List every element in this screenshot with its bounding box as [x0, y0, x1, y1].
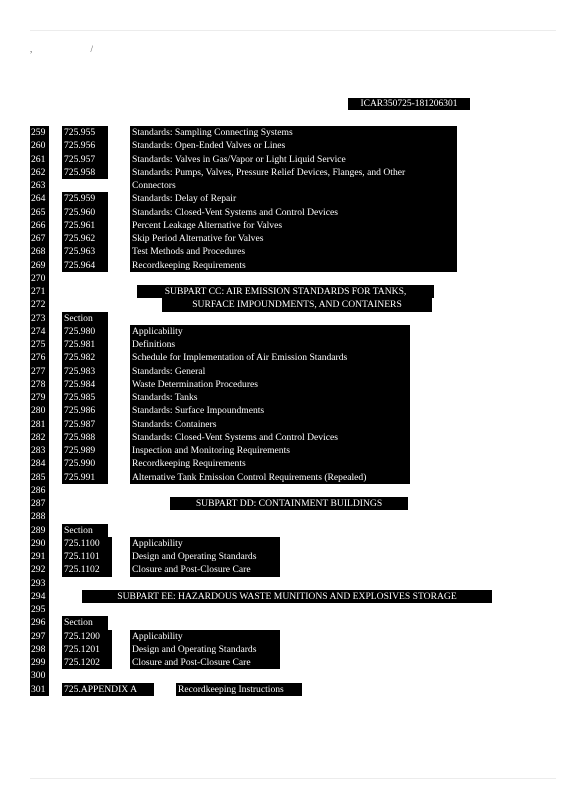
- line-number: 300: [30, 669, 49, 682]
- toc-row: [0, 391, 566, 404]
- section-title: Alternative Tank Emission Control Requirements (Repealed): [130, 471, 410, 484]
- subpart-heading: SUBPART EE: HAZARDOUS WASTE MUNITIONS AND EXPLOSIVES STORAGE: [82, 590, 492, 603]
- line-number: 259: [30, 126, 49, 139]
- toc-row: [0, 153, 566, 166]
- section-title: Test Methods and Procedures: [130, 245, 457, 258]
- section-number: 725.1200: [62, 630, 112, 643]
- section-number: 725.983: [62, 365, 108, 378]
- line-number: 282: [30, 431, 49, 444]
- toc-row: [0, 232, 566, 245]
- toc-row-blank: [0, 484, 566, 497]
- line-number: 270: [30, 272, 49, 285]
- section-number: 725.1201: [62, 643, 112, 656]
- section-title: Skip Period Alternative for Valves: [130, 232, 457, 245]
- toc-row: [0, 139, 566, 152]
- subpart-heading: SUBPART CC: AIR EMISSION STANDARDS FOR TANKS,: [137, 285, 434, 298]
- section-title: Standards: Surface Impoundments: [130, 404, 410, 417]
- section-number: 725.957: [62, 153, 108, 166]
- line-number: 292: [30, 563, 49, 576]
- line-number: 296: [30, 616, 49, 629]
- section-title: Closure and Post-Closure Care: [130, 563, 280, 576]
- toc-row: [0, 325, 566, 338]
- section-title: Recordkeeping Requirements: [130, 457, 410, 470]
- line-number: 281: [30, 418, 49, 431]
- line-number: 279: [30, 391, 49, 404]
- line-number: 294: [30, 590, 49, 603]
- line-number: 278: [30, 378, 49, 391]
- line-number: 267: [30, 232, 49, 245]
- line-number: 272: [30, 298, 49, 311]
- line-number: 261: [30, 153, 49, 166]
- line-number: 269: [30, 259, 49, 272]
- section-title: Standards: Sampling Connecting Systems: [130, 126, 457, 139]
- section-title: Standards: Containers: [130, 418, 410, 431]
- section-title: Waste Determination Procedures: [130, 378, 410, 391]
- table-of-contents: [0, 126, 566, 696]
- line-number: 299: [30, 656, 49, 669]
- section-title: Recordkeeping Requirements: [130, 259, 457, 272]
- section-title: Schedule for Implementation of Air Emission Standards: [130, 351, 410, 364]
- toc-row: [0, 245, 566, 258]
- section-number: 725.990: [62, 457, 108, 470]
- line-number: 298: [30, 643, 49, 656]
- section-number: 725.981: [62, 338, 108, 351]
- section-number: 725.980: [62, 325, 108, 338]
- section-number: 725.961: [62, 219, 108, 232]
- line-number: 273: [30, 312, 49, 325]
- toc-row: [0, 206, 566, 219]
- toc-row-blank: [0, 577, 566, 590]
- toc-row: [0, 643, 566, 656]
- section-title: Standards: Closed-Vent Systems and Control Devices: [130, 206, 457, 219]
- section-title: Standards: General: [130, 365, 410, 378]
- section-title: Design and Operating Standards: [130, 643, 280, 656]
- section-number: 725.989: [62, 444, 108, 457]
- toc-row: [0, 590, 566, 603]
- line-number: 284: [30, 457, 49, 470]
- line-number: 286: [30, 484, 49, 497]
- section-label: Section: [62, 312, 108, 325]
- section-title: Applicability: [130, 537, 280, 550]
- section-title: Percent Leakage Alternative for Valves: [130, 219, 457, 232]
- toc-row: [0, 351, 566, 364]
- toc-row: [0, 312, 566, 325]
- toc-row-blank: [0, 669, 566, 682]
- subpart-heading: SUBPART DD: CONTAINMENT BUILDINGS: [170, 497, 408, 510]
- toc-row: [0, 457, 566, 470]
- section-number: 725.955: [62, 126, 108, 139]
- toc-row: [0, 444, 566, 457]
- section-title: Standards: Closed-Vent Systems and Control Devices: [130, 431, 410, 444]
- line-number: 265: [30, 206, 49, 219]
- section-title: Definitions: [130, 338, 410, 351]
- toc-row: [0, 497, 566, 510]
- section-number: 725.956: [62, 139, 108, 152]
- line-number: 262: [30, 166, 49, 179]
- toc-row-blank: [0, 603, 566, 616]
- toc-row: [0, 378, 566, 391]
- toc-row: [0, 418, 566, 431]
- toc-row: [0, 656, 566, 669]
- line-number: 263: [30, 179, 49, 192]
- toc-row: [0, 219, 566, 232]
- section-number: 725.982: [62, 351, 108, 364]
- section-number: 725.958: [62, 166, 108, 179]
- line-number: 283: [30, 444, 49, 457]
- section-label: Section: [62, 524, 108, 537]
- line-number: 290: [30, 537, 49, 550]
- toc-row: [0, 365, 566, 378]
- toc-row: [0, 298, 566, 311]
- line-number: 266: [30, 219, 49, 232]
- section-number: 725.962: [62, 232, 108, 245]
- line-number: 289: [30, 524, 49, 537]
- line-number: 260: [30, 139, 49, 152]
- page-bottom-rule: [30, 778, 556, 779]
- line-number: 264: [30, 192, 49, 205]
- toc-row: [0, 285, 566, 298]
- line-number: 274: [30, 325, 49, 338]
- section-title: Standards: Tanks: [130, 391, 410, 404]
- section-number: 725.986: [62, 404, 108, 417]
- section-number: 725.984: [62, 378, 108, 391]
- section-title: Standards: Valves in Gas/Vapor or Light Liquid Service: [130, 153, 457, 166]
- line-number: 288: [30, 510, 49, 523]
- line-number: 287: [30, 497, 49, 510]
- section-title: Applicability: [130, 630, 280, 643]
- toc-row-blank: [0, 272, 566, 285]
- section-number: 725.987: [62, 418, 108, 431]
- line-number: 268: [30, 245, 49, 258]
- section-number: 725.1102: [62, 563, 112, 576]
- line-number: 277: [30, 365, 49, 378]
- page-marks: , /: [30, 44, 122, 54]
- section-title: Standards: Open-Ended Valves or Lines: [130, 139, 457, 152]
- section-label: Section: [62, 616, 108, 629]
- line-number: 297: [30, 630, 49, 643]
- line-number: 285: [30, 471, 49, 484]
- line-number: 276: [30, 351, 49, 364]
- section-title: Inspection and Monitoring Requirements: [130, 444, 410, 457]
- section-title: Closure and Post-Closure Care: [130, 656, 280, 669]
- toc-row: [0, 166, 566, 179]
- subpart-heading: SURFACE IMPOUNDMENTS, AND CONTAINERS: [162, 298, 432, 311]
- toc-row: [0, 338, 566, 351]
- section-title: Standards: Delay of Repair: [130, 192, 457, 205]
- appendix-number: 725.APPENDIX A: [62, 683, 154, 696]
- section-number: 725.960: [62, 206, 108, 219]
- line-number: 295: [30, 603, 49, 616]
- toc-row-blank: [0, 510, 566, 523]
- toc-row: [0, 537, 566, 550]
- toc-row: [0, 563, 566, 576]
- toc-row: [0, 259, 566, 272]
- section-number: 725.964: [62, 259, 108, 272]
- section-title: Applicability: [130, 325, 410, 338]
- toc-row: [0, 192, 566, 205]
- line-number: 271: [30, 285, 49, 298]
- line-number: 293: [30, 577, 49, 590]
- line-number: 280: [30, 404, 49, 417]
- section-title: Design and Operating Standards: [130, 550, 280, 563]
- section-number: 725.988: [62, 431, 108, 444]
- section-number: 725.991: [62, 471, 108, 484]
- appendix-title: Recordkeeping Instructions: [176, 683, 302, 696]
- line-number: 275: [30, 338, 49, 351]
- document-id: ICAR350725-181206301: [348, 98, 470, 110]
- toc-row: [0, 471, 566, 484]
- toc-row: [0, 404, 566, 417]
- line-number: 291: [30, 550, 49, 563]
- toc-row: [0, 550, 566, 563]
- toc-row: [0, 524, 566, 537]
- toc-row: [0, 431, 566, 444]
- toc-row: [0, 683, 566, 696]
- section-number: 725.985: [62, 391, 108, 404]
- toc-row: [0, 179, 566, 192]
- toc-row: [0, 616, 566, 629]
- section-number: 725.1101: [62, 550, 112, 563]
- section-number: 725.963: [62, 245, 108, 258]
- section-number: 725.959: [62, 192, 108, 205]
- toc-row: [0, 630, 566, 643]
- section-title: Standards: Pumps, Valves, Pressure Relief Devices, Flanges, and Other: [130, 166, 457, 179]
- page-top-rule: [30, 30, 556, 31]
- section-title-continued: Connectors: [130, 179, 457, 192]
- toc-row: [0, 126, 566, 139]
- section-number: 725.1202: [62, 656, 112, 669]
- section-number: 725.1100: [62, 537, 112, 550]
- line-number: 301: [30, 683, 49, 696]
